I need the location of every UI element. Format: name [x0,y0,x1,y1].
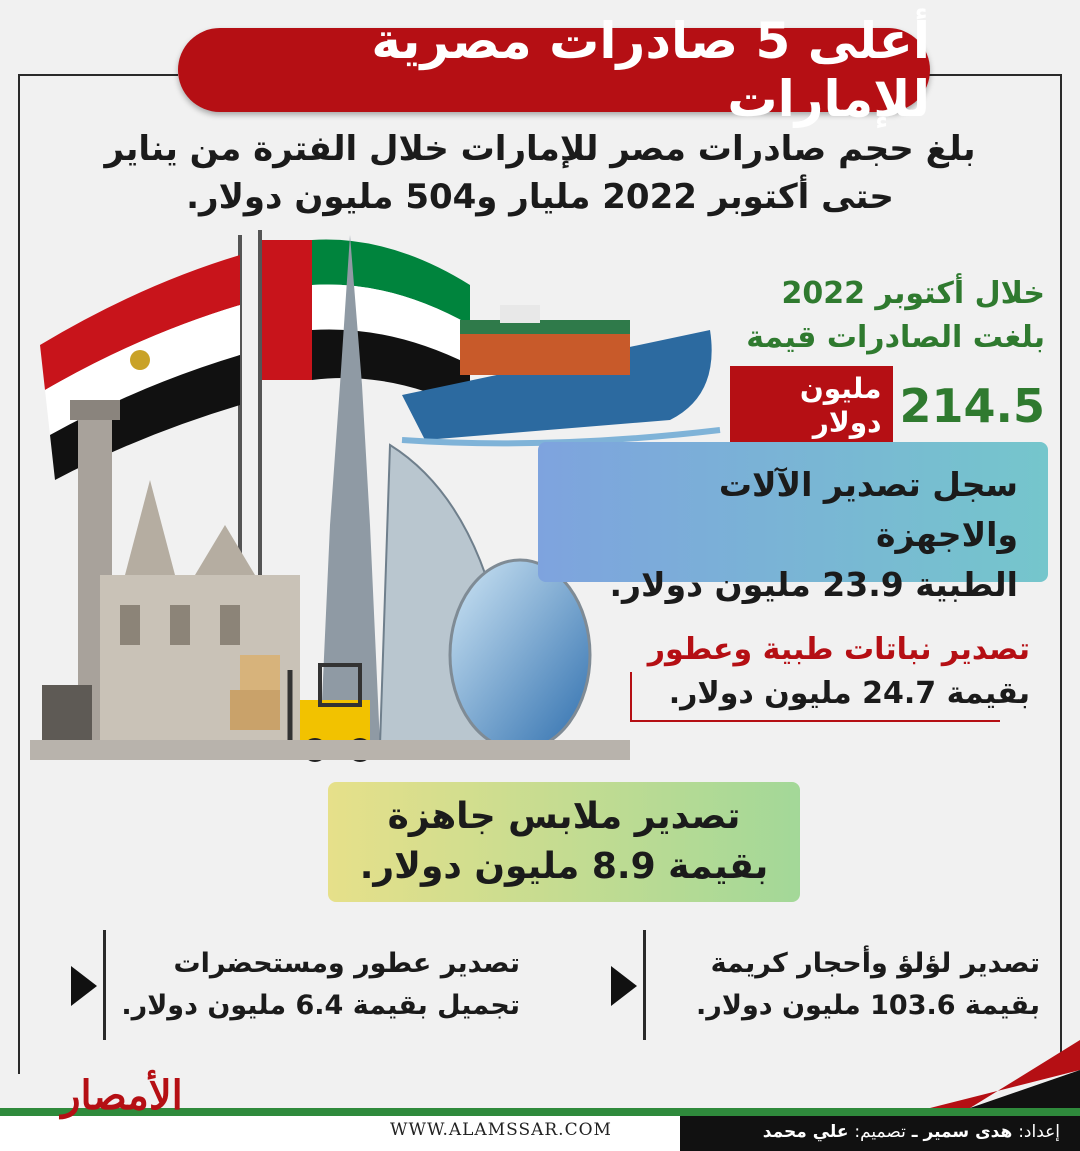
plaque-icon [42,685,92,740]
perfumes-text [106,943,530,1027]
machines-box [538,442,1048,604]
credits [763,1122,1060,1142]
prep-name: هدى سمير [923,1122,1013,1142]
frame-top-left [18,74,178,76]
herbs-line-1: تصدير نباتات طبية وعطور [647,632,1030,667]
prep-label: إعداد: [1018,1122,1060,1142]
credits-separator: ـ [911,1122,918,1142]
october-value-row [730,366,1045,446]
perfumes-line-1: تصدير عطور ومستحضرات [173,948,520,979]
pearls-text [646,943,1050,1027]
clothes-line-1: تصدير ملابس جاهزة [387,796,741,837]
pearls-item [600,930,1050,1040]
pearls-arrow-box [600,930,646,1040]
frame-top-right [912,74,1062,76]
clothes-box [328,782,800,902]
intro-line-2: حتى أكتوبر 2022 مليار و504 مليون دولار. [186,177,894,217]
egypt-flag-icon [40,235,240,555]
website-link[interactable]: WWW.ALAMSSAR.COM [390,1120,612,1140]
page-title: أعلى 5 صادرات مصرية للإمارات [371,12,930,128]
title-banner [178,12,930,128]
herbs-item [600,628,1030,716]
design-label: تصميم: [854,1122,906,1142]
arrow-left-icon [611,966,637,1006]
machines-line-2: الطبية 23.9 مليون دولار. [609,565,1018,604]
october-value: 214.5 [899,379,1045,433]
october-unit-badge: مليون دولار [730,366,893,446]
intro-line-1: بلغ حجم صادرات مصر للإمارات خلال الفترة من يناير [104,129,976,169]
logo-text: الأمصار [61,1071,183,1119]
october-block [730,272,1045,446]
pearls-line-1: تصدير لؤلؤ وأحجار كريمة [710,948,1040,979]
arrow-left-icon [71,966,97,1006]
perfumes-arrow-box [60,930,106,1040]
ground [30,740,630,760]
design-name: علي محمد [762,1122,849,1142]
pearls-line-2: بقيمة 103.6 مليون دولار. [696,990,1040,1021]
alamssar-logo [52,1070,192,1120]
herbs-corner-line [630,672,632,722]
perfumes-line-2: تجميل بقيمة 6.4 مليون دولار. [121,990,520,1021]
october-line-2: بلغت الصادرات قيمة [746,320,1045,355]
intro-text [80,125,1000,221]
footer-accent-stripes [930,1040,1080,1108]
october-line-1: خلال أكتوبر 2022 [781,276,1045,311]
herbs-line-2: بقيمة 24.7 مليون دولار. [668,676,1030,711]
herbs-underline [630,720,1000,722]
machines-line-1: سجل تصدير الآلات والاجهزة [718,465,1018,554]
clothes-line-2: بقيمة 8.9 مليون دولار. [359,846,769,887]
perfumes-item [60,930,530,1040]
